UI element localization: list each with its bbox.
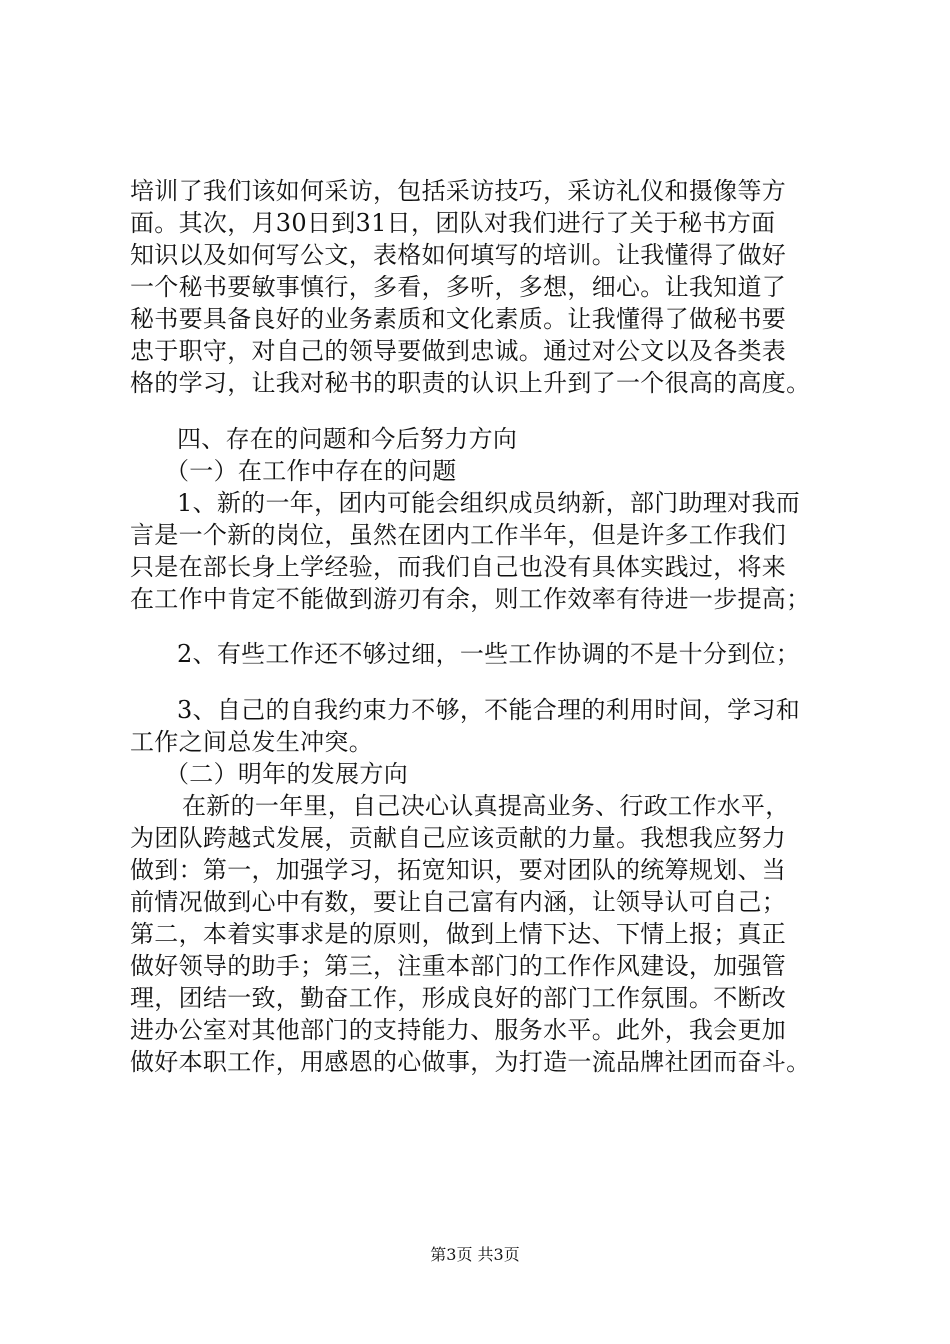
text-line: 做好本职工作，用感恩的心做事，为打造一流品牌社团而奋斗。: [130, 1048, 811, 1076]
text-line: 言是一个新的岗位，虽然在团内工作半年，但是许多工作我们: [130, 521, 787, 549]
text-line: 格的学习，让我对秘书的职责的认识上升到了一个很高的高度。: [130, 369, 811, 397]
text-line: 2、有些工作还不够过细，一些工作协调的不是十分到位；: [177, 640, 801, 668]
text-line: 工作之间总发生冲突。: [130, 728, 373, 756]
text-line: 第二，本着实事求是的原则，做到上情下达、下情上报；真正: [130, 920, 787, 948]
page-number-footer: 第3页 共3页: [430, 1245, 520, 1264]
section-heading: 四、存在的问题和今后努力方向: [177, 425, 518, 453]
text-line: 在工作中肯定不能做到游刃有余，则工作效率有待进一步提高；: [130, 585, 811, 613]
text-line: 面。其次，月30日到31日，团队对我们进行了关于秘书方面: [130, 209, 776, 237]
subsection-heading: （一）在工作中存在的问题: [165, 457, 457, 485]
text-line: 秘书要具备良好的业务素质和文化素质。让我懂得了做秘书要: [130, 305, 787, 333]
text-line: 理，团结一致，勤奋工作，形成良好的部门工作氛围。不断改: [130, 984, 787, 1012]
text-line: 在新的一年里，自己决心认真提高业务、行政工作水平，: [182, 792, 790, 820]
text-line: 只是在部长身上学经验，而我们自己也没有具体实践过，将来: [130, 553, 787, 581]
text-line: 培训了我们该如何采访，包括采访技巧，采访礼仪和摄像等方: [130, 177, 787, 205]
text-line: 做好领导的助手；第三，注重本部门的工作作风建设，加强管: [130, 952, 787, 980]
text-line: 一个秘书要敏事慎行，多看，多听，多想，细心。让我知道了: [130, 273, 787, 301]
subsection-heading: （二）明年的发展方向: [165, 760, 408, 788]
text-line: 3、自己的自我约束力不够，不能合理的利用时间，学习和: [177, 696, 801, 724]
text-line: 知识以及如何写公文，表格如何填写的培训。让我懂得了做好: [130, 241, 787, 269]
text-line: 做到：第一，加强学习，拓宽知识，要对团队的统筹规划、当: [130, 856, 787, 884]
text-line: 进办公室对其他部门的支持能力、服务水平。此外，我会更加: [130, 1016, 787, 1044]
text-line: 1、新的一年，团内可能会组织成员纳新，部门助理对我而: [177, 489, 801, 517]
text-line: 为团队跨越式发展，贡献自己应该贡献的力量。我想我应努力: [130, 824, 787, 852]
text-line: 忠于职守，对自己的领导要做到忠诚。通过对公文以及各类表: [130, 337, 787, 365]
text-line: 前情况做到心中有数，要让自己富有内涵，让领导认可自己；: [130, 888, 787, 916]
